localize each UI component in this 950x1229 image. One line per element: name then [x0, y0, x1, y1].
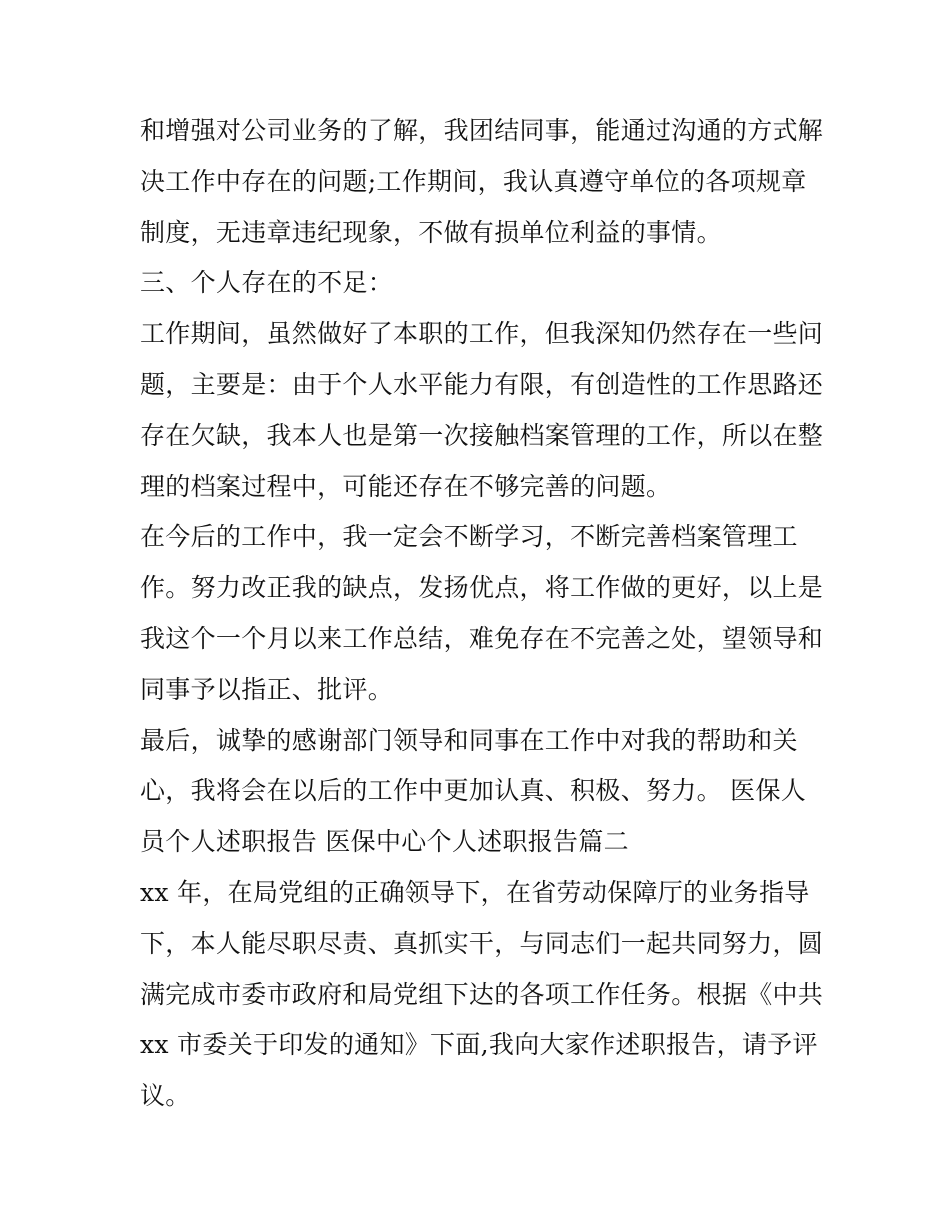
text-line: 理的档案过程中，可能还存在不够完善的问题。	[140, 471, 672, 501]
text-line: 和增强对公司业务的了解，我团结同事，能通过沟通的方式解	[140, 116, 824, 145]
text-line: 决工作中存在的问题;工作期间，我认真遵守单位的各项规章	[140, 166, 807, 196]
text-line: 在今后的工作中，我一定会不断学习，不断完善档案管理工	[140, 522, 798, 552]
text-line: 心，我将会在以后的工作中更加认真、积极、努力。 医保人	[140, 776, 807, 806]
text-line: 同事予以指正、批评。	[140, 674, 394, 704]
text-line: 作。努力改正我的缺点，发扬优点，将工作做的更好，以上是	[140, 573, 824, 603]
document-body	[140, 106, 824, 1122]
text-line: 存在欠缺，我本人也是第一次接触档案管理的工作，所以在整	[140, 420, 824, 450]
text-line: 下，本人能尽职尽责、真抓实干，与同志们一起共同努力，圆	[140, 928, 824, 958]
text-line: 我这个一个月以来工作总结，难免存在不完善之处，望领导和	[140, 623, 824, 653]
text-line: xx 市委关于印发的通知》下面,我向大家作述职报告，请予评	[140, 1030, 818, 1060]
text-line: 最后，诚挚的感谢部门领导和同事在工作中对我的帮助和关	[140, 725, 798, 755]
section-heading: 三、个人存在的不足：	[140, 268, 394, 298]
text-line: 制度，无违章违纪现象，不做有损单位利益的事情。	[140, 217, 722, 247]
text-line: 满完成市委市政府和局党组下达的各项工作任务。根据《中共	[140, 979, 824, 1009]
text-line: xx 年，在局党组的正确领导下，在省劳动保障厅的业务指导	[140, 877, 810, 907]
text-line: 题，主要是：由于个人水平能力有限，有创造性的工作思路还	[140, 369, 824, 399]
text-line: 员个人述职报告 医保中心个人述职报告篇二	[140, 827, 629, 857]
text-line: 议。	[140, 1081, 191, 1111]
text-line: 工作期间，虽然做好了本职的工作，但我深知仍然存在一些问	[140, 319, 824, 349]
